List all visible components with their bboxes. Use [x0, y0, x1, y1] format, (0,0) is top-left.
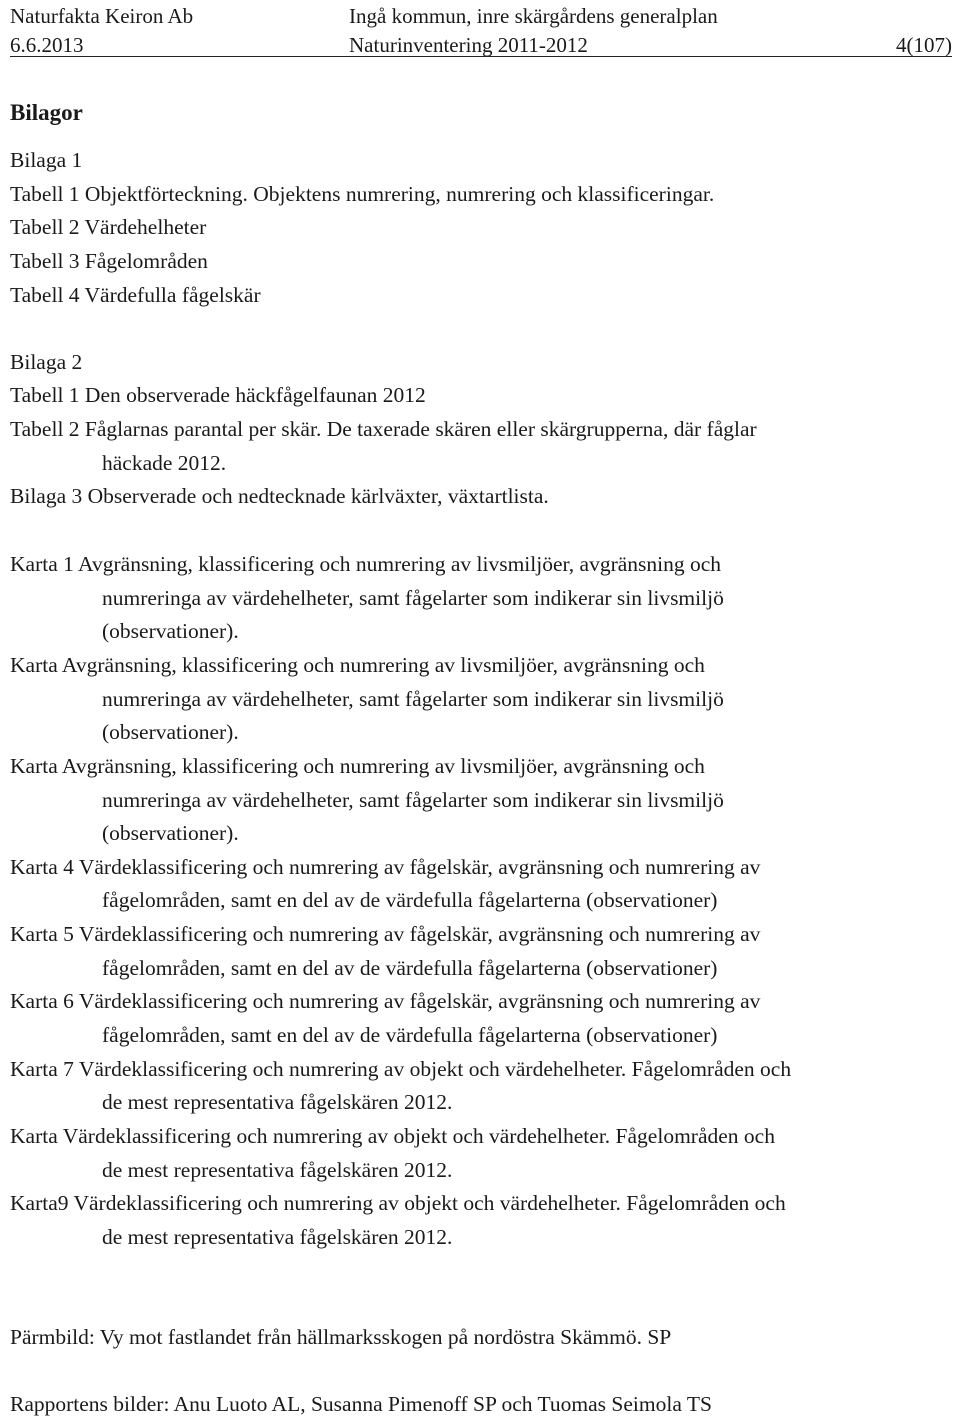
bilaga1-item: Tabell 3 Fågelområden — [10, 249, 208, 273]
header-date: 6.6.2013 — [10, 33, 84, 57]
map-entry: Karta Avgränsning, klassificering och numrering av livsmiljöer, avgränsning och — [10, 653, 705, 677]
bilaga1-title: Bilaga 1 — [10, 148, 83, 172]
map-entry: Karta 4 Värdeklassificering och numrering av fågelskär, avgränsning och numrering av — [10, 855, 761, 879]
map-entry: Karta 1 Avgränsning, klassificering och numrering av livsmiljöer, avgränsning och — [10, 552, 722, 576]
bilaga1-item: Tabell 4 Värdefulla fågelskär — [10, 283, 261, 307]
header-title: Ingå kommun, inre skärgårdens generalplan — [349, 4, 718, 28]
header-subtitle: Naturinventering 2011-2012 — [349, 33, 588, 57]
map-entry-continued: de mest representativa fågelskären 2012. — [102, 1225, 453, 1249]
bilaga1-item: Tabell 1 Objektförteckning. Objektens numrering, numrering och klassificeringar. — [10, 182, 715, 206]
map-entry-continued: de mest representativa fågelskären 2012. — [102, 1158, 453, 1182]
map-entry-continued: (observationer). — [102, 821, 239, 845]
map-entry: Karta 7 Värdeklassificering och numrering av objekt och värdehelheter. Fågelområden och — [10, 1057, 792, 1081]
map-entry-continued: fågelområden, samt en del av de värdefulla fågelarterna (observationer) — [102, 956, 718, 980]
map-entry-continued: fågelområden, samt en del av de värdefulla fågelarterna (observationer) — [102, 1023, 718, 1047]
map-entry: Karta 5 Värdeklassificering och numrering av fågelskär, avgränsning och numrering av — [10, 922, 761, 946]
section-heading: Bilagor — [10, 100, 83, 125]
header-page-number: 4(107) — [896, 33, 952, 57]
map-entry-continued: de mest representativa fågelskären 2012. — [102, 1090, 453, 1114]
map-entry-continued: (observationer). — [102, 720, 239, 744]
map-entry-continued: numreringa av värdehelheter, samt fågelarter som indikerar sin livsmiljö — [102, 687, 724, 711]
map-entry-continued: (observationer). — [102, 619, 239, 643]
bilaga2-item-continued: häckade 2012. — [102, 451, 227, 475]
header-rule — [10, 56, 952, 57]
map-entry-continued: numreringa av värdehelheter, samt fågelarter som indikerar sin livsmiljö — [102, 586, 724, 610]
map-entry: Karta9 Värdeklassificering och numrering av objekt och värdehelheter. Fågelområden och — [10, 1191, 786, 1215]
cover-photo-caption: Pärmbild: Vy mot fastlandet från hällmarksskogen på nordöstra Skämmö. SP — [10, 1325, 672, 1349]
map-entry-continued: numreringa av värdehelheter, samt fågelarter som indikerar sin livsmiljö — [102, 788, 724, 812]
bilaga3-item: Bilaga 3 Observerade och nedtecknade kärlväxter, växtartlista. — [10, 484, 549, 508]
map-entry: Karta Avgränsning, klassificering och numrering av livsmiljöer, avgränsning och — [10, 754, 705, 778]
map-entry-continued: fågelområden, samt en del av de värdefulla fågelarterna (observationer) — [102, 888, 718, 912]
bilaga2-title: Bilaga 2 — [10, 350, 83, 374]
bilaga2-item: Tabell 1 Den observerade häckfågelfaunan 2012 — [10, 383, 426, 407]
bilaga2-item: Tabell 2 Fåglarnas parantal per skär. De taxerade skären eller skärgrupperna, där fåglar — [10, 417, 757, 441]
map-entry: Karta Värdeklassificering och numrering av objekt och värdehelheter. Fågelområden och — [10, 1124, 775, 1148]
header-org: Naturfakta Keiron Ab — [10, 4, 194, 28]
bilaga1-item: Tabell 2 Värdehelheter — [10, 215, 207, 239]
photo-credits: Rapportens bilder: Anu Luoto AL, Susanna Pimenoff SP och Tuomas Seimola TS — [10, 1392, 712, 1416]
map-entry: Karta 6 Värdeklassificering och numrering av fågelskär, avgränsning och numrering av — [10, 989, 761, 1013]
